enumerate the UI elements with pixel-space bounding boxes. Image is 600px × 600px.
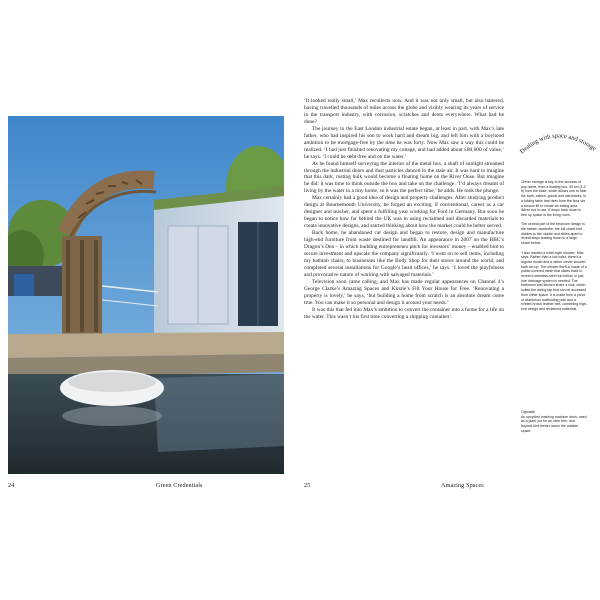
paragraph: Back home, he abandoned car design and began to restore, design and manufacture high-end furniture from waste destined for landfill. An appearance in 2007 on the BBC’s Dragon’s Den – in which budding entrepreneurs pitch for investors’ money – enabled him to secure investment and upscale the company significantly. ‘I went on to sell items, including my bathtub chairs, to businesses like the Body Shop for their stores around the world, and completed several installations for Google’s head offices,’ he says. ‘I loved the playfulness and provocative nature of working with salvaged materials.’ (304, 230, 504, 278)
sidebar-paragraph: The central part of the bedroom design is the hidden wardrobe: the full closet bed divides to the middle and slides apart to reveal steps leading down to a large closet below. (521, 222, 585, 246)
caption-text: An upcycled washing machine drum, used as a plant pot for an olive tree, and tropical bird feeder adorn the outside space. (521, 414, 587, 433)
curved-heading-text: Dealing with space and storage (518, 132, 598, 156)
paragraph: Television soon came calling, and Max has made regular appearances on Channel 4’s George Clarke’s Amazing Spaces and Kirstie’s Fill Your House for Free. ‘Renovating a property is lovely,’ he says, ‘but building a home from scratch is an absolute dream come true. You can make it so personal and design it around your needs.’ (304, 278, 504, 306)
paragraph: The journey to the East London industrial estate began, at least in part, with Max’s late father, who had inspired his son to work hard and dream big, and left him with a boyhood ambition to be mortgage-free by the time he was forty. Now Max saw a way this could be realized. ‘I had just finished renovating my cottage, and had added about £80,000 of value,’ he says. ‘I could be debt-free and on the water.’ (304, 125, 504, 160)
sidebar-paragraph: ‘I also wanted a hotel-style shower,’ Max says. Rather than a low toilet, there’s a regular model and a rather clever shower/ bath set up. The shower itself is made of a public-covered mesh that slides back to reveal a stainless-steel tub below, in just one drainage system is needed. The bathroom and kitchen share a sink, which suited the wiring tap that can be accessed from either space. It is made from a piece of aluminium scaffolding pole and a riveted brown leather belt, combining high-end design and reclaimed materials. (521, 250, 587, 311)
left-page-number: 24 (8, 482, 15, 489)
svg-text:Dealing with space and storage (519, 132, 598, 155)
right-page-number: 25 (304, 482, 311, 489)
container-home-photo (8, 116, 284, 474)
photo-illustration (8, 116, 284, 474)
paragraph: ‘It looked really small,’ Max recollects now. And it was not only small, but also battered, having travelled thousands of miles across the globe and visibly wearing its years of service in the transport industry, with corrosion, scratches and dents everywhere. What had he done? (304, 98, 504, 125)
sidebar-paragraph: Clever storage is key to the success of any home, from a floating box, 40 cm (1.3 ft) from the base, which allows one to hide the bath, cables, goods and wardrobes, to a folding table that rises from the floor via a scissor lift to create an eating area. When not in use, it drops back down to free up space in the living room. (521, 180, 587, 217)
sidebar-heading (516, 118, 600, 180)
paragraph: It was this that fed into Max’s ambition to convert the container into a home for a life on the water. This wasn’t his first time converting a shipping container: (304, 306, 504, 320)
caption-label: Opposite (521, 410, 536, 414)
sidebar-notes (521, 180, 587, 316)
photo-caption (521, 410, 587, 434)
article-body (304, 98, 504, 478)
paragraph: As he found himself surveying the interior of the metal box, a shaft of sunlight streamed through the industrial doors and dust particles danced in the stale air. It was hard to imagine that this dark, rusting hulk would become a floating home on the River Ouse. But imagine he did: it was time to think outside the box and take on the challenge. ‘I’d always dreamt of living by the water in a tiny home, so it was the perfect time,’ he adds. He took the plunge. (304, 160, 504, 195)
left-running-title: Green Credentials (156, 482, 203, 489)
right-running-title: Amazing Spaces (441, 482, 484, 489)
paragraph: Max certainly had a good idea of design and property challenges. After studying product design at Bournemouth University, he forged an exciting, if conventional, career as a car designer and teacher, and spent a fulfilling year working for Ford in Germany. But soon he began to notice how far behind the UK was in using reclaimed and discarded materials to create innovative designs, and started thinking about how the market could be better served. (304, 195, 504, 230)
